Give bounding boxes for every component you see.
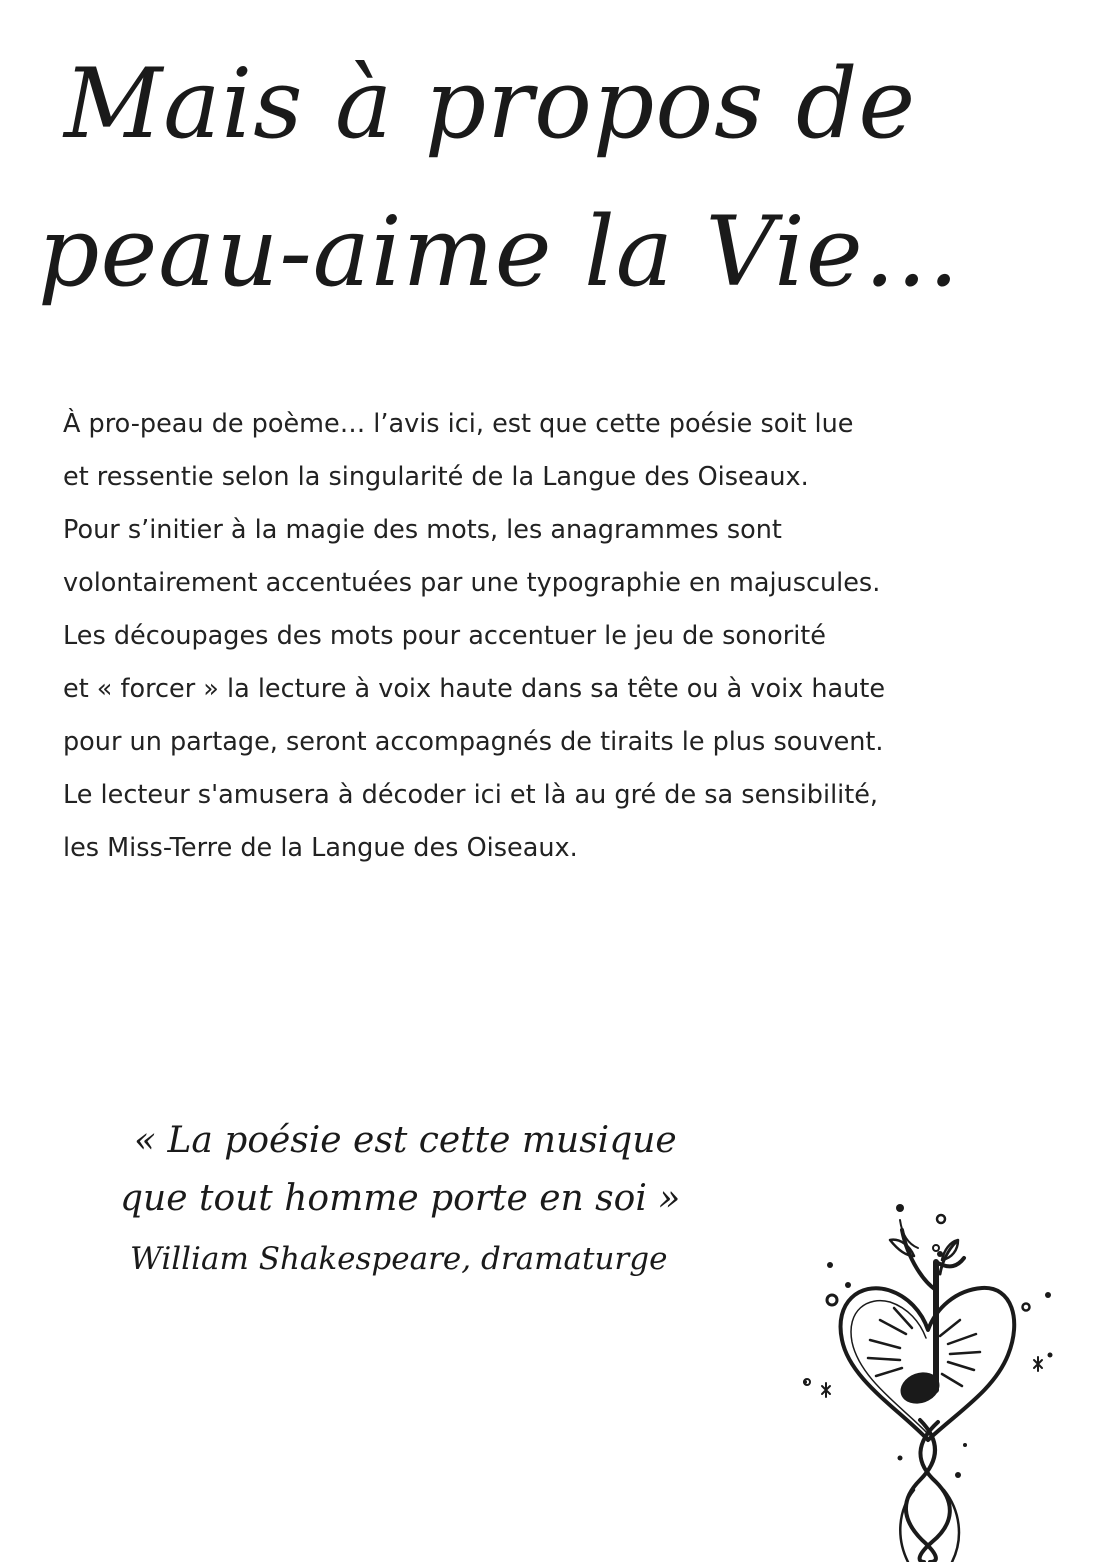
page-title bbox=[38, 30, 1078, 326]
paragraph-line: Le lecteur s'amusera à décoder ici et là au gré de sa sensibilité, bbox=[63, 780, 879, 810]
quote-author: William Shakespeare, dramaturge bbox=[130, 1241, 668, 1277]
intro-paragraph bbox=[63, 398, 963, 875]
paragraph-line: et ressentie selon la singularité de la Langue des Oiseaux. bbox=[63, 462, 809, 492]
paragraph-line: À pro-peau de poème… l’avis ici, est que cette poésie soit lue bbox=[63, 409, 854, 439]
paragraph-line: volontairement accentuées par une typographie en majuscules. bbox=[63, 568, 881, 598]
title-line-2: peau-aime la Vie… bbox=[38, 196, 961, 308]
shakespeare-quote bbox=[120, 1112, 720, 1290]
quote-line-2: que tout homme porte en soi » bbox=[120, 1178, 681, 1219]
paragraph-line: Les découpages des mots pour accentuer le jeu de sonorité bbox=[63, 621, 826, 651]
paragraph-line: et « forcer » la lecture à voix haute dans sa tête ou à voix haute bbox=[63, 674, 886, 704]
paragraph-line: les Miss-Terre de la Langue des Oiseaux. bbox=[63, 833, 578, 863]
title-line-1: Mais à propos de bbox=[64, 48, 917, 160]
quote-line-1: « La poésie est cette musique bbox=[134, 1120, 677, 1161]
paragraph-line: pour un partage, seront accompagnés de tiraits le plus souvent. bbox=[63, 727, 884, 757]
paragraph-line: Pour s’initier à la magie des mots, les anagrammes sont bbox=[63, 515, 782, 545]
heart-music-note-sprout-icon bbox=[790, 1190, 1070, 1562]
